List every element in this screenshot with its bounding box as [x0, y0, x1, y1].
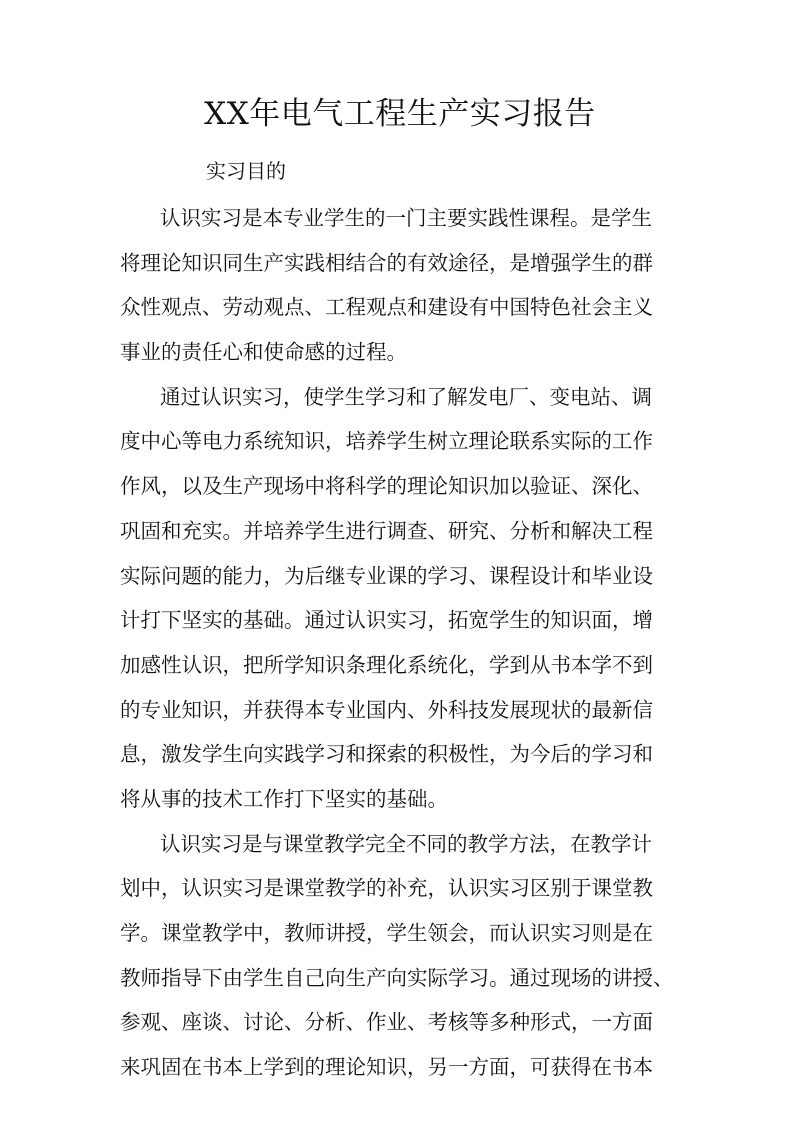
body-text-line: 计打下坚实的基础。通过认识实习，拓宽学生的知识面，增 [120, 608, 653, 633]
body-text-line: 参观、座谈、讨论、分析、作业、考核等多种形式，一方面 [120, 1010, 653, 1035]
body-text-line: 众性观点、劳动观点、工程观点和建设有中国特色社会主义 [120, 295, 653, 320]
body-text-line: 巩固和充实。并培养学生进行调查、研究、分析和解决工程 [120, 518, 653, 543]
body-text-line: 将理论知识同生产实践相结合的有效途径，是增强学生的群 [120, 250, 653, 275]
body-text-line: 教师指导下由学生自己向生产向实际学习。通过现场的讲授、 [120, 965, 674, 990]
body-text-line: 加感性认识，把所学知识条理化系统化，学到从书本学不到 [120, 652, 653, 677]
body-text-line: 度中心等电力系统知识，培养学生树立理论联系实际的工作 [120, 429, 653, 454]
section-heading: 实习目的 [206, 159, 286, 183]
document-body [120, 196, 680, 1090]
body-text-line: 认识实习是本专业学生的一门主要实践性课程。是学生 [160, 206, 652, 230]
body-text-line: 事业的责任心和使命感的过程。 [120, 340, 407, 365]
body-text-line: 实际问题的能力，为后继专业课的学习、课程设计和毕业设 [120, 563, 653, 588]
body-text-line: 划中，认识实习是课堂教学的补充，认识实习区别于课堂教 [120, 876, 653, 901]
body-text-line: 将从事的技术工作打下坚实的基础。 [120, 786, 448, 811]
body-text-line: 的专业知识，并获得本专业国内、外科技发展现状的最新信 [120, 697, 653, 722]
body-text-line: 学。课堂教学中，教师讲授，学生领会，而认识实习则是在 [120, 921, 653, 945]
document-title: XX年电气工程生产实习报告 [204, 96, 596, 132]
body-text-line: 作风，以及生产现场中将科学的理论知识加以验证、深化、 [120, 474, 653, 499]
body-text-line: 来巩固在书本上学到的理论知识，另一方面，可获得在书本 [120, 1055, 653, 1080]
body-text-line: 通过认识实习，使学生学习和了解发电厂、变电站、调 [160, 384, 652, 409]
body-text-line: 认识实习是与课堂教学完全不同的教学方法，在教学计 [160, 831, 652, 856]
body-text-line: 息，激发学生向实践学习和探索的积极性，为今后的学习和 [120, 742, 653, 767]
